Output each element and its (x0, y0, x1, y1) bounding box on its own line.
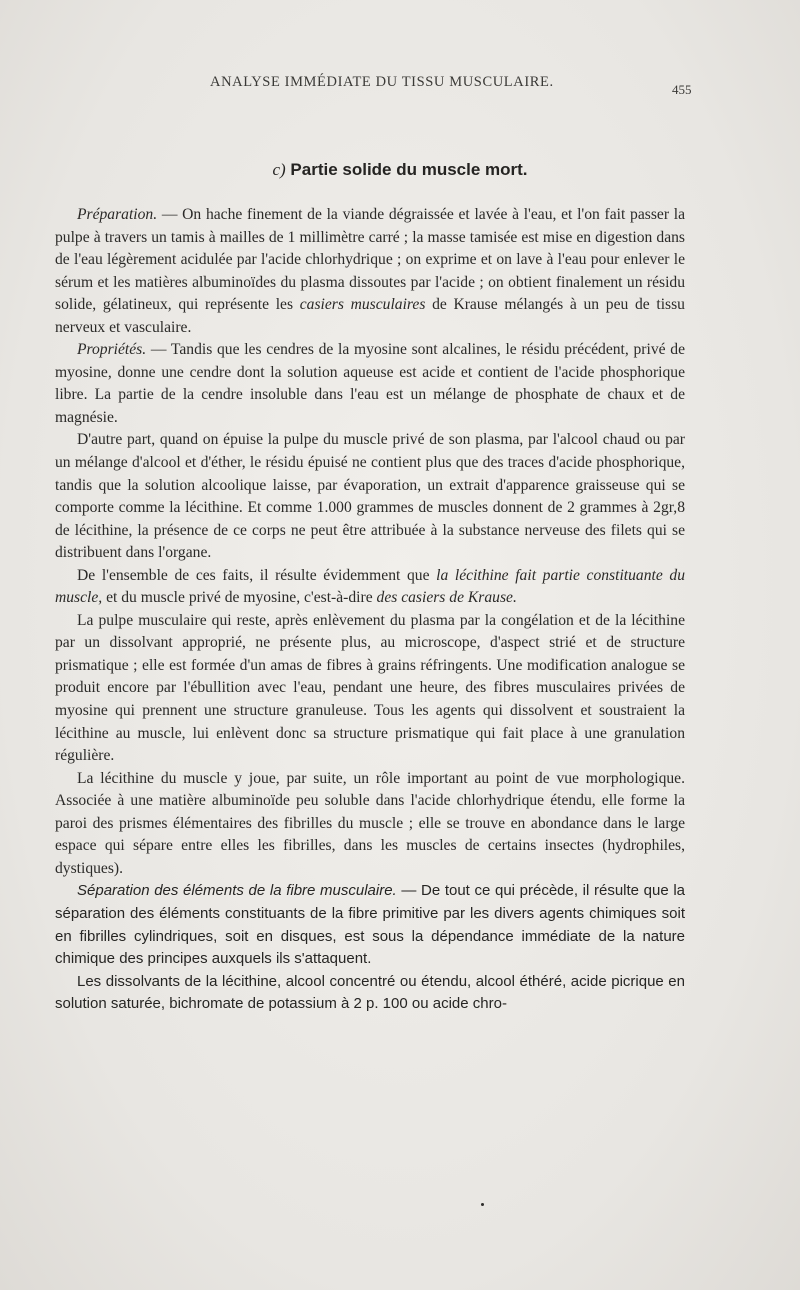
paragraph-pulp (55, 610, 685, 768)
running-head (0, 74, 800, 98)
paragraph-text: De l'ensemble de ces faits, il résulte évidemment que (77, 566, 437, 584)
paragraph-text: — On hache finement de la viande dégraissée et lavée à l'eau, et l'on fait passer la pulpe à travers un tamis à mailles de 1 millimètre carré ; la masse tamisée est mise en digestion dans de l'eau légèrement acidulée par l'acide chlorhydrique ; on exprime et on lave à l'eau pour enlever le sérum et les matières albuminoïdes du plasma dissoutes par l'acide ; on obtient finalement un résidu solide, gélatineux, qui représente les (55, 206, 685, 314)
emphasis: casiers musculaires (299, 296, 426, 314)
section-title: Partie solide du muscle mort. (290, 160, 528, 179)
paragraph-lead: Préparation. (77, 206, 158, 223)
paragraph-lecithin-extraction (55, 429, 685, 564)
body-text (55, 204, 685, 1016)
paragraph-text: Les dissolvants de la lécithine, alcool concentré ou étendu, alcool éthéré, acide picrique en solution saturée, bichromate de potassium à 2 p. 100 ou acide chro- (55, 972, 685, 1013)
paragraph-text: La lécithine du muscle y joue, par suite, un rôle important au point de vue morphologique. Associée à une matière albuminoïde peu soluble dans l'acide chlorhydrique étendu, elle forme la paroi des prismes élémentaires des fibrilles du muscle ; elle se trouve en abondance dans le large espace qui sépare entre elles les fibrilles, dans les muscles de certains insectes (hydrophiles, dystiques). (55, 769, 685, 877)
emphasis: des casiers de Krause. (376, 589, 517, 607)
paragraph-text: D'autre part, quand on épuise la pulpe du muscle privé de son plasma, par l'alcool chaud ou par un mélange d'alcool et d'éther, le résidu épuisé ne contient plus que des traces d'acide phosphorique, tandis que la solution alcoolique laisse, par évaporation, un extrait d'apparence graisseuse qui se comporte comme la lécithine. Et comme 1.000 grammes de muscles donnent de 2 grammes à 2gr,8 de lécithine, la présence de ce corps ne peut être attribuée à la substance nerveuse des filets qui se distribuent dans l'organe. (55, 431, 685, 562)
emphasis: la lécithine fait partie constituante du muscle, (55, 566, 685, 607)
paragraph-preparation (55, 204, 685, 339)
section-heading (0, 160, 800, 180)
paragraph-text: — De tout ce qui précède, il résulte que la séparation des éléments constituants de la fibre primitive par les divers agents chimiques soit en fibrilles cylindriques, soit en disques, est sous la dépendance immédiate de la nature chimique des principes auxquels ils s'attaquent. (55, 882, 685, 968)
paragraph-solvents (55, 971, 685, 1016)
paragraph-tail: et du muscle privé de myosine, c'est-à-dire (102, 589, 377, 607)
ink-speck (481, 1203, 484, 1206)
paragraph-lead: Séparation des éléments de la fibre musculaire. (77, 882, 397, 900)
page-number: 455 (672, 82, 692, 97)
section-letter: c) (272, 160, 286, 179)
paragraph-properties (55, 339, 685, 429)
running-title: ANALYSE IMMÉDIATE DU TISSU MUSCULAIRE. (210, 74, 554, 90)
paragraph-text: La pulpe musculaire qui reste, après enlèvement du plasma par la congélation et de la lécithine par un dissolvant approprié, ne présente plus, au microscope, d'aspect strié et de structure prismatique ; elle est formée d'un amas de fibres à grains réfringents. Une modification analogue se produit encore par l'ébullition avec l'eau, pendant une heure, des fibres musculaires privées de myosine qui prennent une structure granuleuse. Tous les agents qui dissolvent et soustraient la lécithine au muscle, lui enlèvent donc sa structure prismatique qui fait place à une granulation régulière. (55, 611, 685, 765)
paragraph-separation (55, 880, 685, 970)
paragraph-morphology (55, 768, 685, 881)
paragraph-conclusion (55, 565, 685, 610)
paragraph-text: — Tandis que les cendres de la myosine sont alcalines, le résidu précédent, privé de myosine, donne une cendre dont la solution aqueuse est acide et contient de l'acide phosphorique libre. La partie de la cendre insoluble dans l'eau est un mélange de phosphate de chaux et de magnésie. (55, 341, 685, 426)
paragraph-lead: Propriétés. (77, 341, 147, 359)
paragraph-tail: de Krause mélangés à un peu de tissu nerveux et vasculaire. (55, 296, 685, 336)
